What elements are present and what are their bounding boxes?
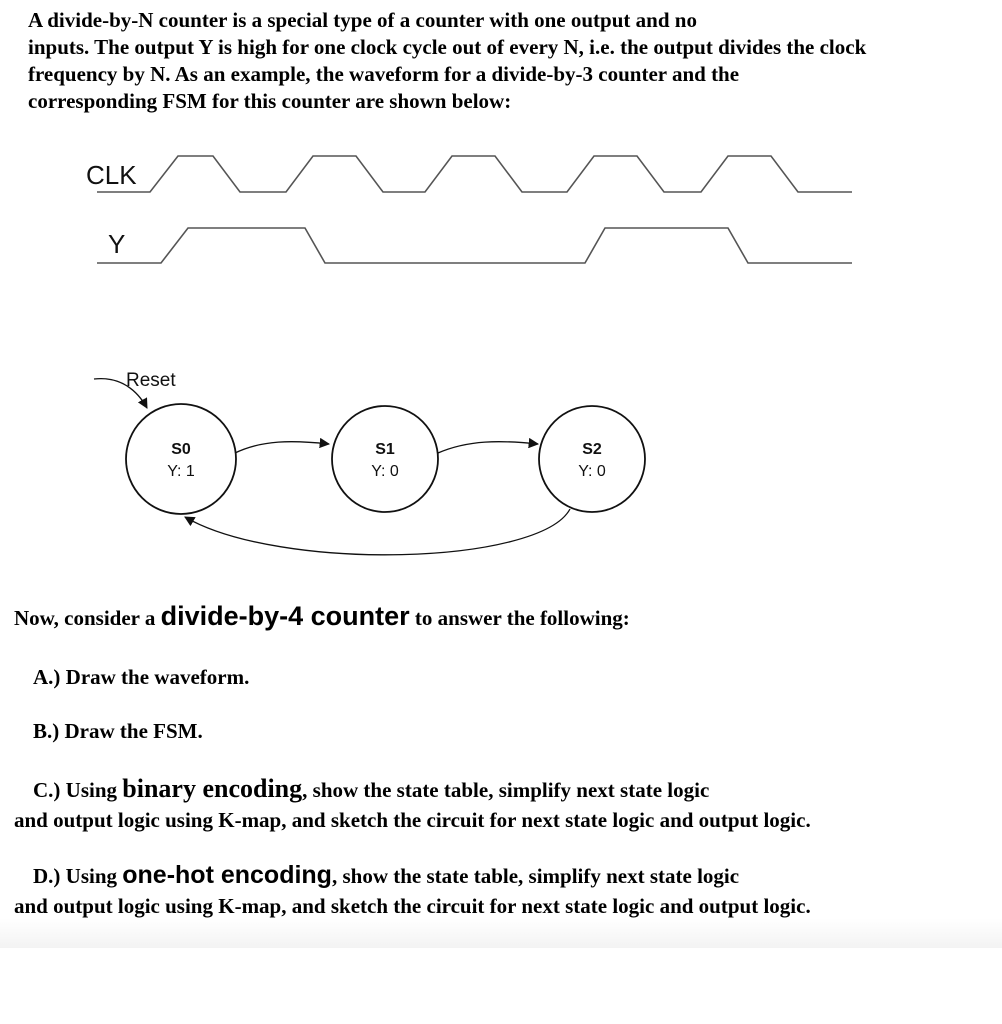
intro-line: frequency by N. As an example, the waveform for a divide-by-3 counter and the: [28, 62, 740, 86]
part-c: C.) Using binary encoding, show the state table, simplify next state logic: [33, 774, 710, 803]
y-waveform: [97, 228, 852, 263]
state-name: S0: [171, 441, 191, 458]
reset-label: Reset: [126, 370, 176, 391]
page-bottom-fade: [0, 918, 1002, 948]
clk-waveform: [97, 156, 852, 192]
part-d: D.) Using one-hot encoding, show the state table, simplify next state logic: [33, 861, 740, 889]
intro-line: corresponding FSM for this counter are shown below:: [28, 89, 512, 113]
y-label: Y: [108, 229, 126, 259]
state-s1: [332, 406, 438, 512]
state-output: Y: 0: [371, 463, 399, 480]
transition-s0-s1: [235, 442, 329, 453]
state-output: Y: 1: [167, 463, 195, 480]
state-name: S1: [375, 441, 395, 458]
state-s2: [539, 406, 645, 512]
question-prompt: Now, consider a divide-by-4 counter to answer the following:: [14, 601, 630, 631]
part-b: B.) Draw the FSM.: [33, 719, 203, 743]
question-emphasis: divide-by-4 counter: [160, 601, 410, 631]
part-a: A.) Draw the waveform.: [33, 665, 250, 689]
intro-line: A divide-by-N counter is a special type of a counter with one output and no: [28, 8, 697, 32]
intro-line: inputs. The output Y is high for one clock cycle out of every N, i.e. the output divides the clock: [28, 35, 867, 59]
part-d-emphasis: one-hot encoding: [122, 861, 332, 889]
state-output: Y: 0: [578, 463, 606, 480]
intro-paragraph: [28, 7, 988, 115]
part-c-emphasis: binary encoding: [122, 774, 303, 803]
transition-s1-s2: [438, 442, 538, 453]
part-c-line2: and output logic using K-map, and sketch the circuit for next state logic and output logic.: [14, 808, 811, 832]
clk-label: CLK: [86, 160, 137, 190]
fsm-diagram: [0, 360, 1002, 600]
part-d-line2: and output logic using K-map, and sketch the circuit for next state logic and output logic.: [14, 894, 811, 918]
transition-s2-s0: [185, 509, 570, 555]
state-s0: [126, 404, 236, 514]
state-name: S2: [582, 441, 602, 458]
